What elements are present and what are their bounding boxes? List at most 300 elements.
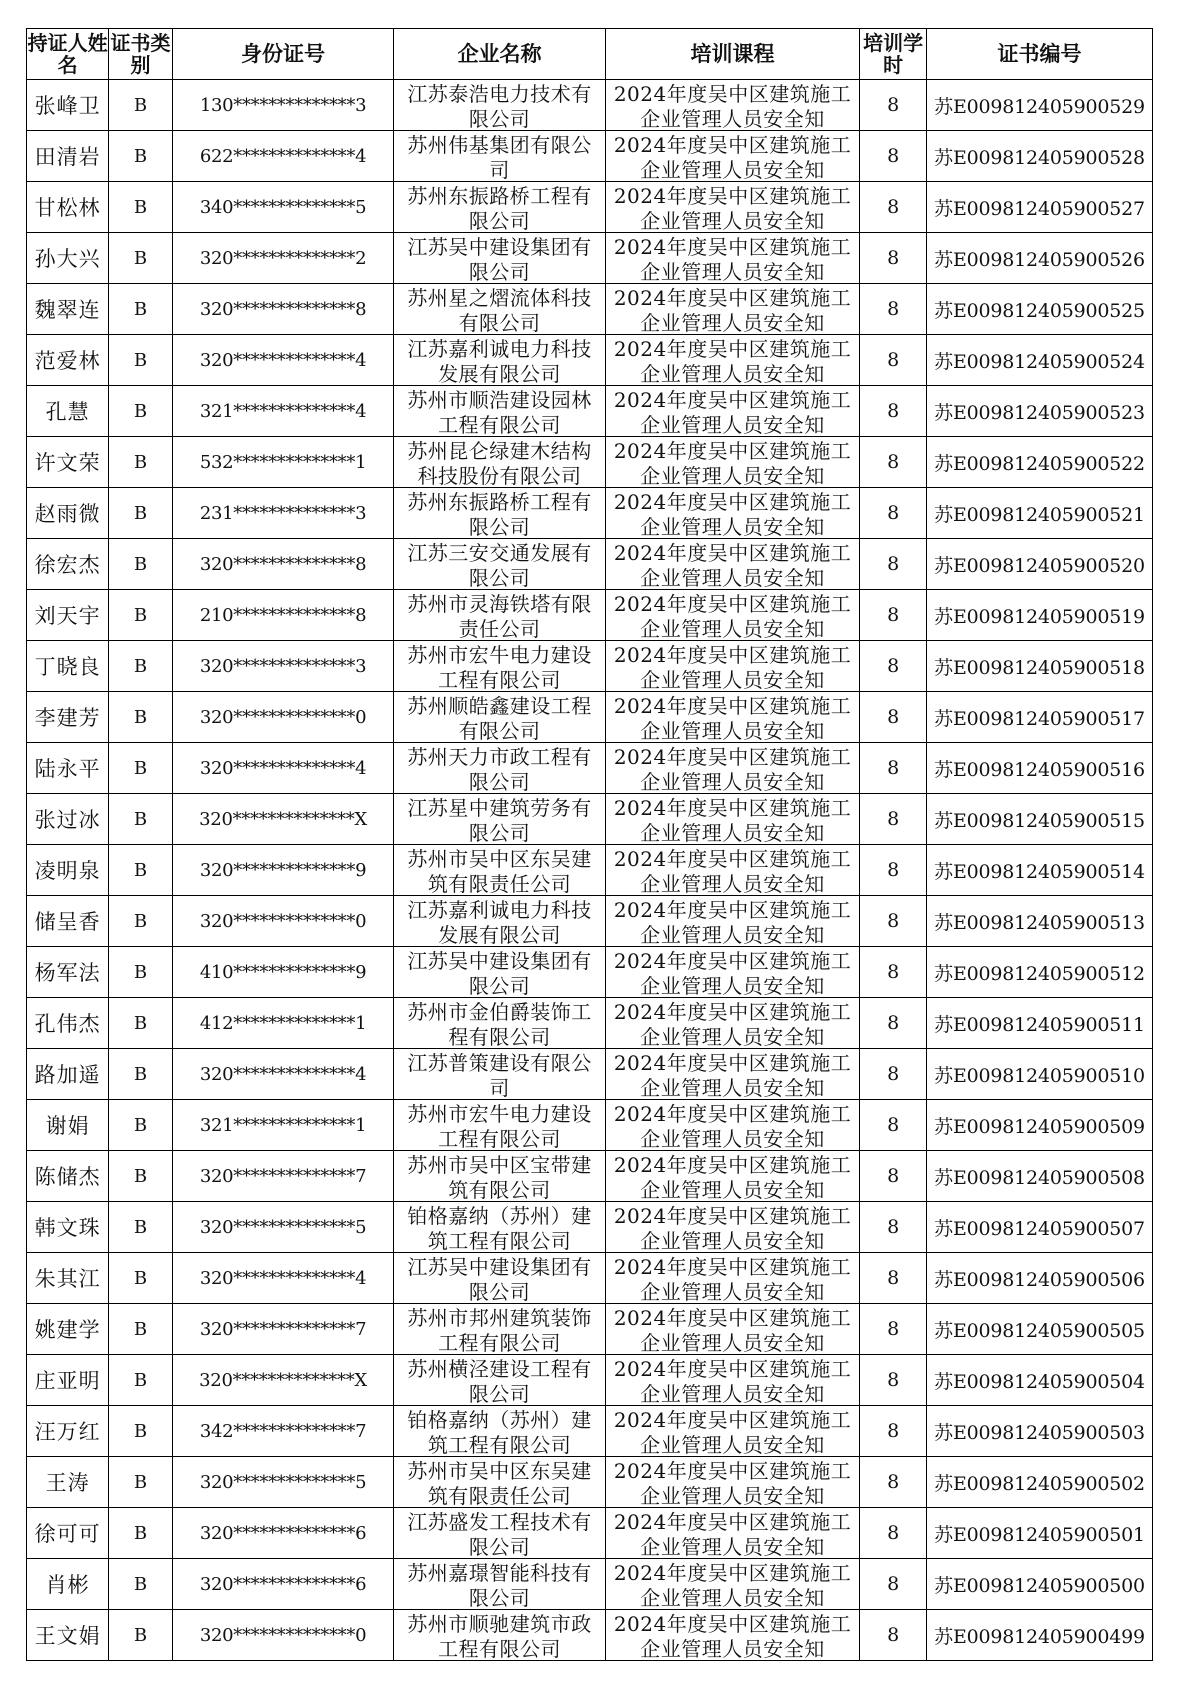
id-number-cell: 320**************5 [172,1202,393,1253]
course-text: 2024年度吴中区建筑施工企业管理人员安全知 [613,1000,852,1048]
company-cell [394,284,606,335]
company-text: 苏州市顺驰建筑市政工程有限公司 [407,1612,592,1660]
holder-name-cell: 储呈香 [27,896,109,947]
table-row [27,590,1153,641]
cert-no-cell: 苏E009812405900520 [927,539,1153,590]
course-cell [605,1610,859,1661]
table-header [27,29,1153,80]
table-row [27,947,1153,998]
cert-no-cell: 苏E009812405900500 [927,1559,1153,1610]
holder-name-cell: 李建芳 [27,692,109,743]
course-text: 2024年度吴中区建筑施工企业管理人员安全知 [613,1561,852,1609]
company-text: 苏州市吴中区东吴建筑有限责任公司 [407,847,592,895]
company-text: 江苏吴中建设集团有限公司 [407,949,592,997]
id-number-cell: 210**************8 [172,590,393,641]
certificate-table [26,28,1153,1661]
company-cell [394,437,606,488]
company-cell [394,488,606,539]
id-number-cell: 320**************4 [172,743,393,794]
course-cell [605,1559,859,1610]
company-cell [394,641,606,692]
course-text: 2024年度吴中区建筑施工企业管理人员安全知 [613,541,852,589]
id-number-cell: 320**************8 [172,284,393,335]
company-text: 苏州东振路桥工程有限公司 [407,490,592,538]
hours-cell: 8 [860,1610,927,1661]
cert-no-cell: 苏E009812405900504 [927,1355,1153,1406]
course-cell [605,488,859,539]
hours-cell: 8 [860,233,927,284]
cert-no-cell: 苏E009812405900508 [927,1151,1153,1202]
holder-name-cell: 赵雨微 [27,488,109,539]
id-number-cell: 320**************7 [172,1304,393,1355]
hours-cell: 8 [860,692,927,743]
course-text: 2024年度吴中区建筑施工企业管理人员安全知 [613,490,852,538]
table-row [27,998,1153,1049]
course-text: 2024年度吴中区建筑施工企业管理人员安全知 [613,1459,852,1507]
cert-no-cell: 苏E009812405900522 [927,437,1153,488]
table-row [27,641,1153,692]
company-cell [394,590,606,641]
course-text: 2024年度吴中区建筑施工企业管理人员安全知 [613,847,852,895]
header-cert-no: 证书编号 [927,29,1153,80]
course-cell [605,794,859,845]
course-cell [605,1100,859,1151]
id-number-cell: 320**************2 [172,233,393,284]
table-row [27,335,1153,386]
cert-no-cell: 苏E009812405900516 [927,743,1153,794]
table-row [27,1559,1153,1610]
company-text: 苏州嘉璟智能科技有限公司 [407,1561,592,1609]
company-cell [394,1406,606,1457]
course-text: 2024年度吴中区建筑施工企业管理人员安全知 [613,694,852,742]
course-cell [605,1355,859,1406]
cert-no-cell: 苏E009812405900513 [927,896,1153,947]
cert-type-cell: B [109,182,173,233]
holder-name-cell: 范爱林 [27,335,109,386]
holder-name-cell: 朱其江 [27,1253,109,1304]
company-cell [394,1610,606,1661]
id-number-cell: 320**************X [172,1355,393,1406]
cert-type-cell: B [109,1253,173,1304]
company-text: 江苏三安交通发展有限公司 [407,541,592,589]
hours-cell: 8 [860,1457,927,1508]
course-cell [605,1151,859,1202]
cert-type-cell: B [109,335,173,386]
course-cell [605,1253,859,1304]
holder-name-cell: 韩文珠 [27,1202,109,1253]
company-cell [394,1253,606,1304]
id-number-cell: 321**************4 [172,386,393,437]
cert-type-cell: B [109,641,173,692]
hours-cell: 8 [860,896,927,947]
table-row [27,1508,1153,1559]
company-text: 江苏嘉利诚电力科技发展有限公司 [407,898,592,946]
company-cell [394,1508,606,1559]
course-cell [605,947,859,998]
hours-cell: 8 [860,1406,927,1457]
cert-no-cell: 苏E009812405900501 [927,1508,1153,1559]
company-cell [394,539,606,590]
cert-no-cell: 苏E009812405900515 [927,794,1153,845]
company-cell [394,80,606,131]
id-number-cell: 320**************X [172,794,393,845]
header-row [27,29,1153,80]
table-row [27,437,1153,488]
id-number-cell: 320**************9 [172,845,393,896]
company-text: 苏州市吴中区东吴建筑有限责任公司 [407,1459,592,1507]
course-text: 2024年度吴中区建筑施工企业管理人员安全知 [613,1102,852,1150]
cert-no-cell: 苏E009812405900524 [927,335,1153,386]
cert-no-cell: 苏E009812405900502 [927,1457,1153,1508]
course-text: 2024年度吴中区建筑施工企业管理人员安全知 [613,286,852,334]
company-text: 江苏吴中建设集团有限公司 [407,235,592,283]
company-cell [394,233,606,284]
course-cell [605,1508,859,1559]
id-number-cell: 320**************5 [172,1457,393,1508]
cert-no-cell: 苏E009812405900510 [927,1049,1153,1100]
cert-no-cell: 苏E009812405900528 [927,131,1153,182]
course-text: 2024年度吴中区建筑施工企业管理人员安全知 [613,1357,852,1405]
cert-type-cell: B [109,1457,173,1508]
course-text: 2024年度吴中区建筑施工企业管理人员安全知 [613,949,852,997]
company-text: 苏州市宏牛电力建设工程有限公司 [407,1102,592,1150]
cert-type-cell: B [109,1559,173,1610]
hours-cell: 8 [860,1355,927,1406]
table-row [27,1151,1153,1202]
company-cell [394,1304,606,1355]
header-hours: 培训学时 [860,29,927,80]
course-text: 2024年度吴中区建筑施工企业管理人员安全知 [613,388,852,436]
company-cell [394,692,606,743]
cert-no-cell: 苏E009812405900523 [927,386,1153,437]
holder-name-cell: 魏翠连 [27,284,109,335]
course-cell [605,233,859,284]
company-text: 铂格嘉纳（苏州）建筑工程有限公司 [407,1408,592,1456]
holder-name-cell: 汪万红 [27,1406,109,1457]
cert-type-cell: B [109,1304,173,1355]
hours-cell: 8 [860,590,927,641]
course-cell [605,182,859,233]
holder-name-cell: 许文荣 [27,437,109,488]
holder-name-cell: 徐可可 [27,1508,109,1559]
hours-cell: 8 [860,335,927,386]
table-row [27,896,1153,947]
holder-name-cell: 丁晓良 [27,641,109,692]
company-text: 苏州市吴中区宝带建筑有限公司 [407,1153,592,1201]
cert-type-cell: B [109,794,173,845]
id-number-cell: 320**************4 [172,1253,393,1304]
cert-no-cell: 苏E009812405900526 [927,233,1153,284]
course-cell [605,845,859,896]
course-text: 2024年度吴中区建筑施工企业管理人员安全知 [613,1612,852,1660]
holder-name-cell: 路加遥 [27,1049,109,1100]
cert-no-cell: 苏E009812405900527 [927,182,1153,233]
course-text: 2024年度吴中区建筑施工企业管理人员安全知 [613,184,852,232]
hours-cell: 8 [860,794,927,845]
course-text: 2024年度吴中区建筑施工企业管理人员安全知 [613,1408,852,1456]
company-cell [394,182,606,233]
hours-cell: 8 [860,182,927,233]
table-row [27,131,1153,182]
table-row [27,1202,1153,1253]
course-cell [605,1406,859,1457]
hours-cell: 8 [860,1508,927,1559]
company-cell [394,794,606,845]
hours-cell: 8 [860,743,927,794]
hours-cell: 8 [860,131,927,182]
company-text: 苏州市邦州建筑装饰工程有限公司 [407,1306,592,1354]
course-cell [605,743,859,794]
table-row [27,233,1153,284]
header-id-number: 身份证号 [172,29,393,80]
holder-name-cell: 陈储杰 [27,1151,109,1202]
company-text: 江苏普策建设有限公司 [407,1051,592,1099]
company-cell [394,1100,606,1151]
table-row [27,692,1153,743]
company-cell [394,947,606,998]
company-text: 苏州昆仑绿建木结构科技股份有限公司 [407,439,592,487]
table-row [27,1304,1153,1355]
cert-type-cell: B [109,743,173,794]
hours-cell: 8 [860,1559,927,1610]
cert-no-cell: 苏E009812405900525 [927,284,1153,335]
company-cell [394,386,606,437]
cert-type-cell: B [109,947,173,998]
cert-type-cell: B [109,80,173,131]
holder-name-cell: 肖彬 [27,1559,109,1610]
id-number-cell: 320**************4 [172,335,393,386]
cert-no-cell: 苏E009812405900517 [927,692,1153,743]
course-text: 2024年度吴中区建筑施工企业管理人员安全知 [613,337,852,385]
company-text: 苏州横泾建设工程有限公司 [407,1357,592,1405]
hours-cell: 8 [860,1202,927,1253]
holder-name-cell: 张过冰 [27,794,109,845]
course-cell [605,998,859,1049]
course-cell [605,386,859,437]
table-row [27,743,1153,794]
cert-no-cell: 苏E009812405900503 [927,1406,1153,1457]
course-cell [605,1202,859,1253]
course-cell [605,1457,859,1508]
hours-cell: 8 [860,284,927,335]
cert-type-cell: B [109,386,173,437]
holder-name-cell: 孙大兴 [27,233,109,284]
table-row [27,539,1153,590]
course-cell [605,896,859,947]
company-text: 苏州东振路桥工程有限公司 [407,184,592,232]
course-text: 2024年度吴中区建筑施工企业管理人员安全知 [613,643,852,691]
holder-name-cell: 王文娟 [27,1610,109,1661]
company-text: 江苏泰浩电力技术有限公司 [407,82,592,130]
id-number-cell: 321**************1 [172,1100,393,1151]
company-text: 铂格嘉纳（苏州）建筑工程有限公司 [407,1204,592,1252]
company-text: 苏州市金伯爵装饰工程有限公司 [407,1000,592,1048]
course-cell [605,692,859,743]
company-cell [394,1457,606,1508]
company-cell [394,1202,606,1253]
id-number-cell: 532**************1 [172,437,393,488]
cert-no-cell: 苏E009812405900521 [927,488,1153,539]
table-row [27,284,1153,335]
company-cell [394,131,606,182]
hours-cell: 8 [860,539,927,590]
course-text: 2024年度吴中区建筑施工企业管理人员安全知 [613,592,852,640]
cert-type-cell: B [109,1406,173,1457]
course-text: 2024年度吴中区建筑施工企业管理人员安全知 [613,745,852,793]
course-text: 2024年度吴中区建筑施工企业管理人员安全知 [613,1204,852,1252]
course-text: 2024年度吴中区建筑施工企业管理人员安全知 [613,1255,852,1303]
course-cell [605,590,859,641]
holder-name-cell: 王涛 [27,1457,109,1508]
table-row [27,182,1153,233]
id-number-cell: 320**************3 [172,641,393,692]
table-body [27,80,1153,1661]
company-cell [394,1151,606,1202]
cert-no-cell: 苏E009812405900529 [927,80,1153,131]
cert-no-cell: 苏E009812405900499 [927,1610,1153,1661]
cert-type-cell: B [109,1202,173,1253]
hours-cell: 8 [860,1304,927,1355]
course-text: 2024年度吴中区建筑施工企业管理人员安全知 [613,82,852,130]
hours-cell: 8 [860,488,927,539]
course-cell [605,131,859,182]
cert-no-cell: 苏E009812405900519 [927,590,1153,641]
id-number-cell: 320**************4 [172,1049,393,1100]
cert-type-cell: B [109,1151,173,1202]
header-cert-type: 证书类别 [109,29,173,80]
company-text: 苏州顺皓鑫建设工程有限公司 [407,694,592,742]
id-number-cell: 320**************0 [172,896,393,947]
table-row [27,1406,1153,1457]
cert-type-cell: B [109,539,173,590]
course-text: 2024年度吴中区建筑施工企业管理人员安全知 [613,1051,852,1099]
course-text: 2024年度吴中区建筑施工企业管理人员安全知 [613,796,852,844]
cert-type-cell: B [109,488,173,539]
id-number-cell: 410**************9 [172,947,393,998]
id-number-cell: 320**************7 [172,1151,393,1202]
table-row [27,1457,1153,1508]
holder-name-cell: 庄亚明 [27,1355,109,1406]
hours-cell: 8 [860,1253,927,1304]
holder-name-cell: 谢娟 [27,1100,109,1151]
holder-name-cell: 陆永平 [27,743,109,794]
cert-type-cell: B [109,131,173,182]
holder-name-cell: 徐宏杰 [27,539,109,590]
cert-type-cell: B [109,1100,173,1151]
header-holder-name: 持证人姓名 [27,29,109,80]
hours-cell: 8 [860,947,927,998]
id-number-cell: 622**************4 [172,131,393,182]
id-number-cell: 320**************0 [172,692,393,743]
id-number-cell: 342**************7 [172,1406,393,1457]
header-course: 培训课程 [605,29,859,80]
course-text: 2024年度吴中区建筑施工企业管理人员安全知 [613,133,852,181]
table-row [27,794,1153,845]
hours-cell: 8 [860,845,927,896]
cert-type-cell: B [109,1610,173,1661]
id-number-cell: 130**************3 [172,80,393,131]
course-cell [605,1304,859,1355]
cert-no-cell: 苏E009812405900506 [927,1253,1153,1304]
hours-cell: 8 [860,1100,927,1151]
table-row [27,1610,1153,1661]
cert-no-cell: 苏E009812405900507 [927,1202,1153,1253]
id-number-cell: 340**************5 [172,182,393,233]
hours-cell: 8 [860,998,927,1049]
id-number-cell: 412**************1 [172,998,393,1049]
holder-name-cell: 凌明泉 [27,845,109,896]
cert-no-cell: 苏E009812405900509 [927,1100,1153,1151]
table-row [27,1100,1153,1151]
cert-type-cell: B [109,284,173,335]
company-text: 苏州天力市政工程有限公司 [407,745,592,793]
id-number-cell: 320**************8 [172,539,393,590]
table-row [27,80,1153,131]
company-cell [394,1049,606,1100]
id-number-cell: 320**************6 [172,1508,393,1559]
company-text: 江苏盛发工程技术有限公司 [407,1510,592,1558]
holder-name-cell: 刘天宇 [27,590,109,641]
company-cell [394,845,606,896]
cert-type-cell: B [109,1508,173,1559]
hours-cell: 8 [860,386,927,437]
holder-name-cell: 张峰卫 [27,80,109,131]
course-cell [605,284,859,335]
course-text: 2024年度吴中区建筑施工企业管理人员安全知 [613,439,852,487]
company-cell [394,743,606,794]
cert-type-cell: B [109,233,173,284]
company-text: 苏州伟基集团有限公司 [407,133,592,181]
course-text: 2024年度吴中区建筑施工企业管理人员安全知 [613,1306,852,1354]
table-row [27,1253,1153,1304]
course-cell [605,539,859,590]
company-text: 苏州市顺浩建设园林工程有限公司 [407,388,592,436]
course-text: 2024年度吴中区建筑施工企业管理人员安全知 [613,1153,852,1201]
company-text: 苏州市宏牛电力建设工程有限公司 [407,643,592,691]
cert-type-cell: B [109,998,173,1049]
cert-no-cell: 苏E009812405900511 [927,998,1153,1049]
course-cell [605,1049,859,1100]
company-text: 江苏吴中建设集团有限公司 [407,1255,592,1303]
cert-type-cell: B [109,1049,173,1100]
course-cell [605,80,859,131]
id-number-cell: 320**************6 [172,1559,393,1610]
company-cell [394,998,606,1049]
hours-cell: 8 [860,1049,927,1100]
company-text: 苏州市灵海铁塔有限责任公司 [407,592,592,640]
holder-name-cell: 杨军法 [27,947,109,998]
company-text: 苏州星之熠流体科技有限公司 [407,286,592,334]
cert-no-cell: 苏E009812405900512 [927,947,1153,998]
cert-type-cell: B [109,692,173,743]
id-number-cell: 231**************3 [172,488,393,539]
id-number-cell: 320**************0 [172,1610,393,1661]
company-text: 江苏嘉利诚电力科技发展有限公司 [407,337,592,385]
header-company: 企业名称 [394,29,606,80]
course-text: 2024年度吴中区建筑施工企业管理人员安全知 [613,1510,852,1558]
course-cell [605,437,859,488]
holder-name-cell: 姚建学 [27,1304,109,1355]
table-row [27,845,1153,896]
course-cell [605,335,859,386]
holder-name-cell: 孔伟杰 [27,998,109,1049]
company-cell [394,1355,606,1406]
cert-type-cell: B [109,437,173,488]
holder-name-cell: 田清岩 [27,131,109,182]
course-text: 2024年度吴中区建筑施工企业管理人员安全知 [613,898,852,946]
table-row [27,488,1153,539]
table-row [27,1355,1153,1406]
